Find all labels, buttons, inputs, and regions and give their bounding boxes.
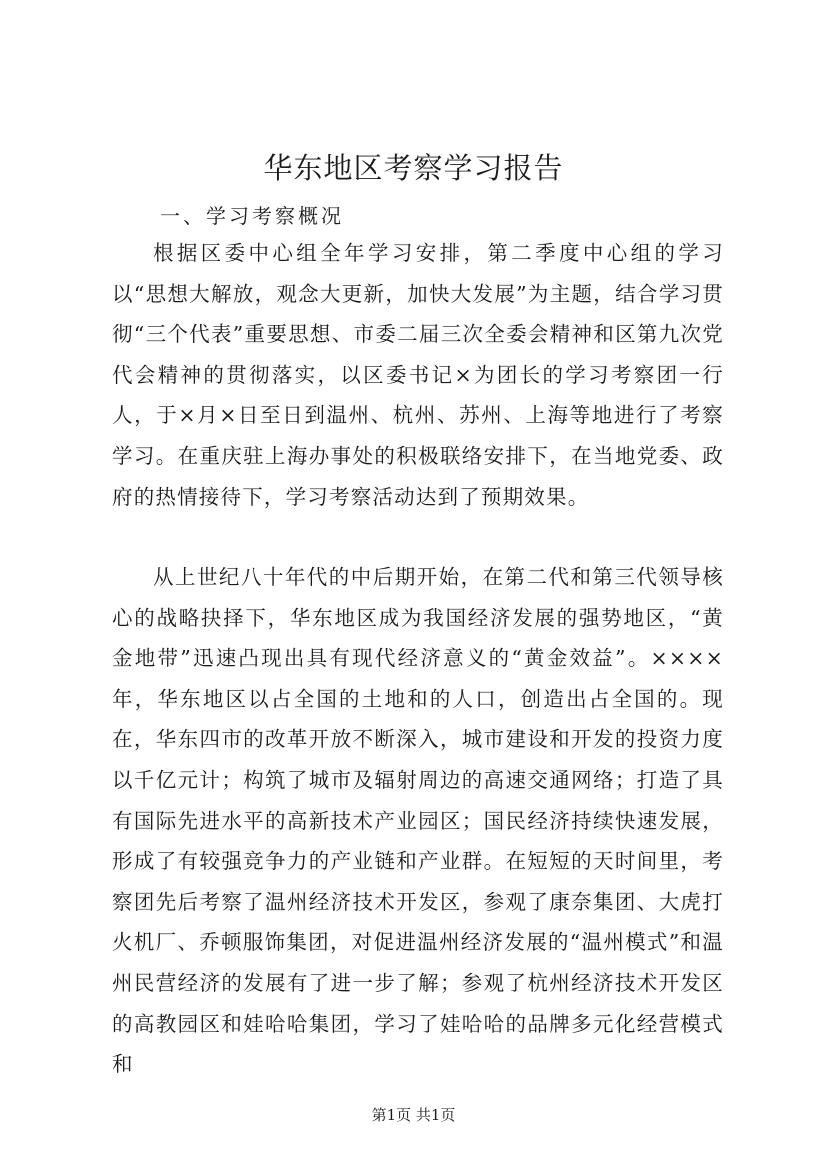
page-footer: 第1页 共1页 <box>371 1106 456 1124</box>
section-heading: 一、学习考察概况 <box>160 204 344 228</box>
body-paragraph: 根据区委中心组全年学习安排，第二季度中心组的学习以“思想大解放，观念大更新，加快大发展”为主题，结合学习贯彻“三个代表”重要思想、市委二届三次全委会精神和区第九次党代会精神的贯彻落实，以区委书记×为团长的学习考察团一行人，于×月×日至日到温州、杭州、苏州、上海等地进行了考察学习。在重庆驻上海办事处的积极联络安排下，在当地党委、政府的热情接待下，学习考察活动达到了预期效果。 <box>112 241 724 509</box>
body-paragraph: 从上世纪八十年代的中后期开始，在第二代和第三代领导核心的战略抉择下，华东地区成为我国经济发展的强势地区，“黄金地带”迅速凸现出具有现代经济意义的“黄金效益”。××××年，华东地区以占全国的土地和的人口，创造出占全国的。现在，华东四市的改革开放不断深入，城市建设和开发的投资力度以千亿元计；构筑了城市及辐射周边的高速交通网络；打造了具有国际先进水平的高新技术产业园区；国民经济持续快速发展，形成了有较强竞争力的产业链和产业群。在短短的天时间里，考察团先后考察了温州经济技术开发区，参观了康奈集团、大虎打火机厂、乔顿服饰集团，对促进温州经济发展的“温州模式”和温州民营经济的发展有了进一步了解；参观了杭州经济技术开发区的高教园区和娃哈哈集团，学习了娃哈哈的品牌多元化经营模式和 <box>112 565 724 1077</box>
document-title: 华东地区考察学习报告 <box>263 151 564 185</box>
